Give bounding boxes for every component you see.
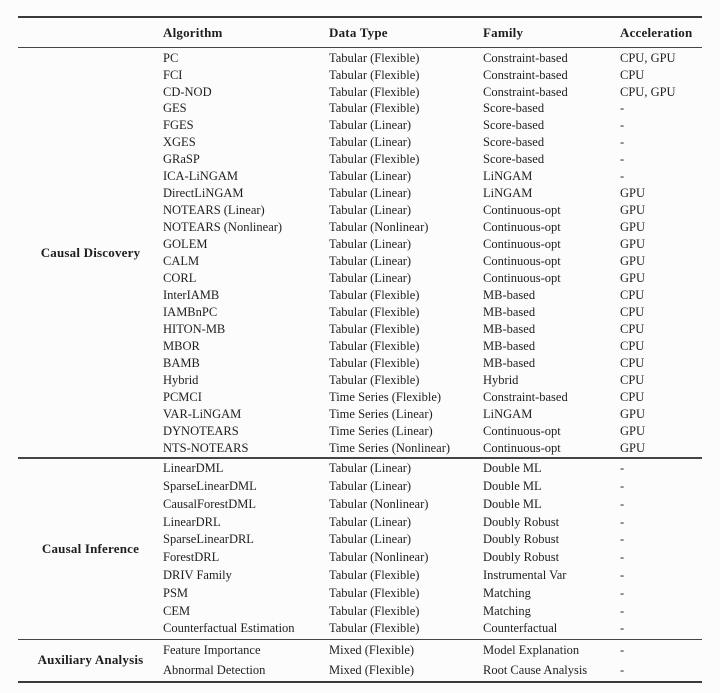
table-row (163, 83, 702, 100)
table-row (163, 219, 702, 236)
table-row (163, 338, 702, 355)
table-cell: - (620, 461, 625, 476)
table-row (163, 549, 702, 567)
table-cell: - (620, 118, 625, 133)
table-cell: Tabular (Flexible) (329, 321, 420, 336)
table-cell: Root Cause Analysis (483, 662, 588, 677)
table-cell: Matching (483, 585, 531, 600)
table-cell: NOTEARS (Linear) (163, 203, 265, 218)
table-row (163, 405, 702, 422)
table-cell: Time Series (Nonlinear) (329, 440, 451, 455)
table-cell: SparseLinearDML (163, 479, 257, 493)
table-cell: CORL (163, 270, 197, 285)
table-row (163, 371, 702, 388)
table-cell: CPU (620, 304, 645, 319)
table-cell: CPU (620, 287, 645, 302)
header-cell-family: Family (483, 24, 524, 40)
table-cell: - (620, 550, 625, 565)
table-cell: Tabular (Flexible) (329, 84, 420, 99)
table-cell: Constraint-based (483, 389, 568, 404)
algorithms-table (18, 16, 702, 683)
table-cell: LinearDML (163, 461, 224, 476)
table-cell: - (620, 532, 625, 547)
table-cell: Continuous-opt (483, 270, 561, 285)
table-cell: CALM (163, 254, 200, 269)
table-cell: - (620, 621, 625, 636)
table-cell: Tabular (Linear) (329, 514, 412, 529)
table-cell: Constraint-based (483, 84, 568, 99)
table-cell: LinearDRL (163, 514, 221, 529)
table-cell: Mixed (Flexible) (329, 643, 415, 658)
table-cell: ForestDRL (163, 550, 220, 565)
table-cell: - (620, 603, 625, 618)
table-cell: - (620, 101, 625, 116)
table-cell: Tabular (Flexible) (329, 372, 420, 387)
section-rows (163, 48, 702, 457)
table-row (163, 355, 702, 372)
table-cell: Hybrid (163, 372, 199, 387)
table-cell: GPU (620, 423, 646, 438)
table-cell: - (620, 662, 625, 677)
table-row (163, 253, 702, 270)
table-row (163, 422, 702, 439)
table-cell: XGES (163, 135, 196, 150)
table-row (163, 584, 702, 602)
header-cell-acceleration: Acceleration (620, 24, 693, 40)
table-cell: Tabular (Flexible) (329, 567, 420, 582)
table-row (163, 321, 702, 338)
table-row (163, 439, 702, 456)
table-cell: LiNGAM (483, 406, 533, 421)
table-cell: CausalForestDML (163, 496, 257, 511)
table-cell: Continuous-opt (483, 203, 561, 218)
table-cell: Tabular (Nonlinear) (329, 220, 429, 235)
table-cell: DirectLiNGAM (163, 186, 244, 201)
table-cell: CD-NOD (163, 84, 212, 99)
table-cell: CPU (620, 372, 645, 387)
table-cell: - (620, 643, 625, 658)
table-cell: - (620, 169, 625, 184)
group-label: Causal Inference (41, 540, 140, 556)
table-cell: Tabular (Linear) (329, 254, 412, 269)
table-cell: Tabular (Linear) (329, 237, 412, 252)
table-cell: Tabular (Linear) (329, 479, 412, 493)
table-cell: VAR-LiNGAM (163, 406, 242, 421)
table-cell: Constraint-based (483, 50, 568, 65)
table-cell: - (620, 585, 625, 600)
table-cell: Tabular (Linear) (329, 135, 412, 150)
table-cell: Tabular (Flexible) (329, 287, 420, 302)
table-row (163, 388, 702, 405)
table-cell: MB-based (483, 355, 536, 370)
table-cell: - (620, 152, 625, 167)
table-bottom-rule (18, 681, 702, 683)
table-cell: CPU, GPU (620, 50, 676, 65)
table-row (163, 270, 702, 287)
table-cell: Doubly Robust (483, 532, 560, 547)
table-cell: Matching (483, 603, 531, 618)
table-cell: - (620, 567, 625, 582)
table-cell: GPU (620, 220, 646, 235)
table-cell: BAMB (163, 355, 200, 370)
table-row (163, 566, 702, 584)
section-causal-discovery (18, 48, 702, 457)
table-cell: Tabular (Linear) (329, 169, 412, 184)
section-rows (163, 640, 702, 681)
table-cell: DRIV Family (163, 567, 232, 582)
table-row (163, 117, 702, 134)
section-causal-inference (18, 459, 702, 639)
table-cell: GPU (620, 237, 646, 252)
table-cell: NTS-NOTEARS (163, 440, 249, 455)
table-cell: MB-based (483, 304, 536, 319)
group-label-cell (18, 459, 163, 639)
table-cell: Mixed (Flexible) (329, 662, 415, 677)
table-cell: Time Series (Flexible) (329, 389, 442, 404)
table-cell: GPU (620, 270, 646, 285)
table-cell: SparseLinearDRL (163, 532, 254, 547)
section-rows (163, 459, 702, 639)
table-cell: Hybrid (483, 372, 519, 387)
table-cell: Counterfactual Estimation (163, 621, 295, 636)
table-cell: GRaSP (163, 152, 200, 167)
table-row (163, 202, 702, 219)
table-cell: Score-based (483, 152, 545, 167)
table-row (163, 602, 702, 620)
table-cell: CPU (620, 338, 645, 353)
table-cell: Continuous-opt (483, 254, 561, 269)
table-row (163, 620, 702, 638)
table-cell: HITON-MB (163, 321, 226, 336)
table-cell: Abnormal Detection (163, 662, 266, 677)
table-cell: LiNGAM (483, 169, 533, 184)
table-cell: - (620, 496, 625, 511)
table-cell: Tabular (Nonlinear) (329, 550, 429, 565)
table-cell: Tabular (Flexible) (329, 67, 420, 82)
table-cell: MBOR (163, 338, 200, 353)
table-cell: Score-based (483, 135, 545, 150)
table-cell: - (620, 135, 625, 150)
table-cell: Double ML (483, 496, 542, 511)
table-cell: MB-based (483, 338, 536, 353)
table-cell: Tabular (Linear) (329, 270, 412, 285)
table-cell: ICA-LiNGAM (163, 169, 238, 184)
table-cell: Tabular (Flexible) (329, 338, 420, 353)
table-cell: Double ML (483, 479, 542, 493)
table-row (163, 134, 702, 151)
table-row (163, 513, 702, 531)
table-cell: GPU (620, 254, 646, 269)
table-cell: Counterfactual (483, 621, 558, 636)
table-cell: Tabular (Linear) (329, 186, 412, 201)
group-label: Causal Discovery (40, 244, 141, 260)
table-row (163, 477, 702, 495)
table-cell: Model Explanation (483, 643, 580, 658)
table-cell: Constraint-based (483, 67, 568, 82)
table-cell: Tabular (Linear) (329, 203, 412, 218)
table-cell: Tabular (Flexible) (329, 304, 420, 319)
header-cell-algorithm: Algorithm (163, 24, 223, 40)
table-row (163, 49, 702, 66)
table-cell: Time Series (Linear) (329, 406, 433, 421)
table-cell: Continuous-opt (483, 440, 561, 455)
table-cell: Doubly Robust (483, 514, 560, 529)
table-cell: CPU (620, 321, 645, 336)
table-cell: Score-based (483, 101, 545, 116)
table-cell: Tabular (Flexible) (329, 50, 420, 65)
table-cell: GES (163, 101, 187, 116)
table-cell: GPU (620, 186, 646, 201)
table-cell: DYNOTEARS (163, 423, 239, 438)
table-cell: - (620, 514, 625, 529)
table-cell: Tabular (Linear) (329, 532, 412, 547)
table-cell: CPU, GPU (620, 84, 676, 99)
table-cell: Tabular (Flexible) (329, 603, 420, 618)
table-cell: LiNGAM (483, 186, 533, 201)
table-cell: CPU (620, 355, 645, 370)
table-cell: FCI (163, 67, 183, 82)
table-cell: Tabular (Flexible) (329, 585, 420, 600)
table-cell: GPU (620, 440, 646, 455)
table-cell: Score-based (483, 118, 545, 133)
table-cell: CPU (620, 389, 645, 404)
table-cell: Tabular (Flexible) (329, 152, 420, 167)
table-row (163, 660, 702, 680)
table-cell: Double ML (483, 461, 542, 476)
table-cell: Tabular (Flexible) (329, 355, 420, 370)
table-row (163, 495, 702, 513)
table-cell: Tabular (Flexible) (329, 621, 420, 636)
table-row (163, 236, 702, 253)
table-row (163, 531, 702, 549)
header-cell-data-type: Data Type (329, 24, 388, 40)
table-row (163, 641, 702, 661)
table-cell: CEM (163, 603, 191, 618)
table-cell: PC (163, 50, 179, 65)
table-cell: MB-based (483, 321, 536, 336)
table-row (163, 460, 702, 478)
table-cell: Instrumental Var (483, 567, 567, 582)
table-row (163, 168, 702, 185)
group-label-cell (18, 48, 163, 457)
table-cell: FGES (163, 118, 194, 133)
table-cell: - (620, 479, 625, 493)
table-row (163, 287, 702, 304)
table-cell: GPU (620, 406, 646, 421)
table-cell: Tabular (Linear) (329, 461, 412, 476)
table-cell: GPU (620, 203, 646, 218)
table-row (163, 66, 702, 83)
table-row (163, 304, 702, 321)
table-cell: CPU (620, 67, 645, 82)
section-auxiliary-analysis (18, 640, 702, 681)
table-cell: Time Series (Linear) (329, 423, 433, 438)
table-row (163, 100, 702, 117)
table-cell: GOLEM (163, 237, 208, 252)
table-cell: PSM (163, 585, 189, 600)
table-row (163, 185, 702, 202)
table-cell: InterIAMB (163, 287, 220, 302)
table-cell: Continuous-opt (483, 423, 561, 438)
table-cell: MB-based (483, 287, 536, 302)
group-label: Auxiliary Analysis (37, 652, 144, 668)
table-cell: Tabular (Linear) (329, 118, 412, 133)
table-cell: IAMBnPC (163, 304, 218, 319)
table-cell: PCMCI (163, 389, 202, 404)
table-cell: NOTEARS (Nonlinear) (163, 220, 283, 235)
group-label-cell (18, 640, 163, 681)
table-cell: Continuous-opt (483, 237, 561, 252)
table-cell: Doubly Robust (483, 550, 560, 565)
table-header-row (18, 18, 702, 47)
table-cell: Continuous-opt (483, 220, 561, 235)
table-cell: Feature Importance (163, 643, 261, 658)
table-cell: Tabular (Flexible) (329, 101, 420, 116)
table-cell: Tabular (Nonlinear) (329, 496, 429, 511)
table-row (163, 151, 702, 168)
